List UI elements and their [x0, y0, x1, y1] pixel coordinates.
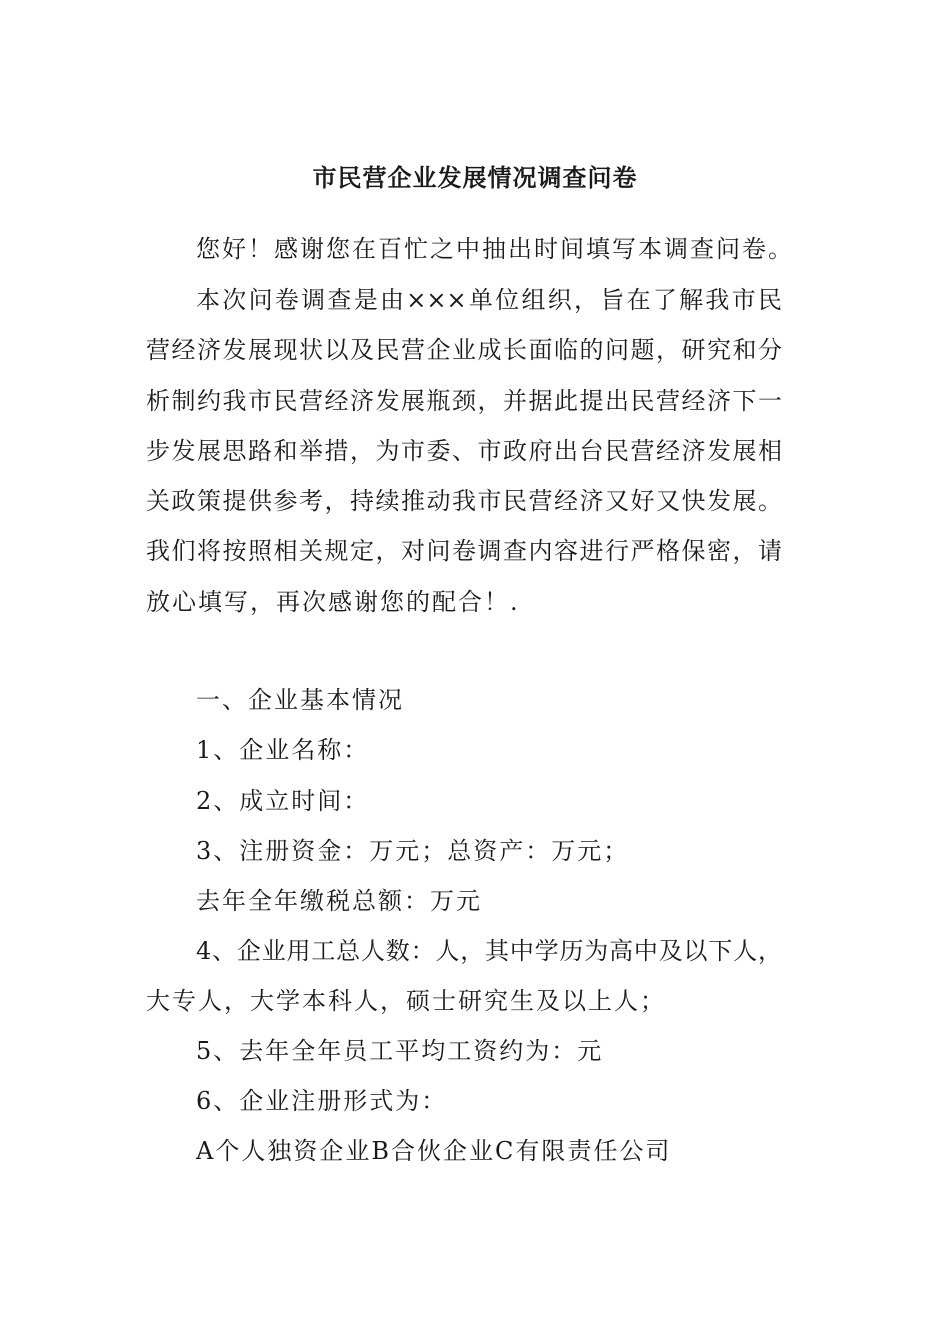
intro-line: 步发展思路和举措，为市委、市政府出台民营经济发展相	[146, 437, 782, 465]
question-item: 去年全年缴税总额：万元	[196, 887, 482, 915]
question-item: 2、成立时间：	[196, 787, 370, 815]
question-item: 4、企业用工总人数：人，其中学历为高中及以下人，	[196, 937, 782, 965]
intro-line: 本次问卷调查是由×××单位组织，旨在了解我市民	[196, 286, 782, 314]
section-heading: 一、企业基本情况	[196, 686, 404, 714]
page-title: 市民营企业发展情况调查问卷	[312, 164, 638, 192]
intro-line: 析制约我市民营经济发展瓶颈，并据此提出民营经济下一	[146, 387, 782, 415]
intro-line: 放心填写，再次感谢您的配合！.	[146, 588, 520, 616]
intro-greeting: 您好！感谢您在百忙之中抽出时间填写本调查问卷。	[196, 235, 794, 263]
intro-line: 关政策提供参考，持续推动我市民营经济又好又快发展。	[146, 487, 782, 515]
question-item: A个人独资企业B合伙企业C有限责任公司	[196, 1137, 672, 1165]
intro-line: 我们将按照相关规定，对问卷调查内容进行严格保密，请	[146, 537, 782, 565]
intro-line: 营经济发展现状以及民营企业成长面临的问题，研究和分	[146, 336, 782, 364]
question-item: 6、企业注册形式为：	[196, 1087, 448, 1115]
question-item: 3、注册资金：万元；总资产：万元；	[196, 837, 630, 865]
question-item: 大专人，大学本科人，硕士研究生及以上人；	[146, 987, 666, 1015]
question-item: 5、去年全年员工平均工资约为：元	[196, 1037, 604, 1065]
question-item: 1、企业名称：	[196, 736, 370, 764]
